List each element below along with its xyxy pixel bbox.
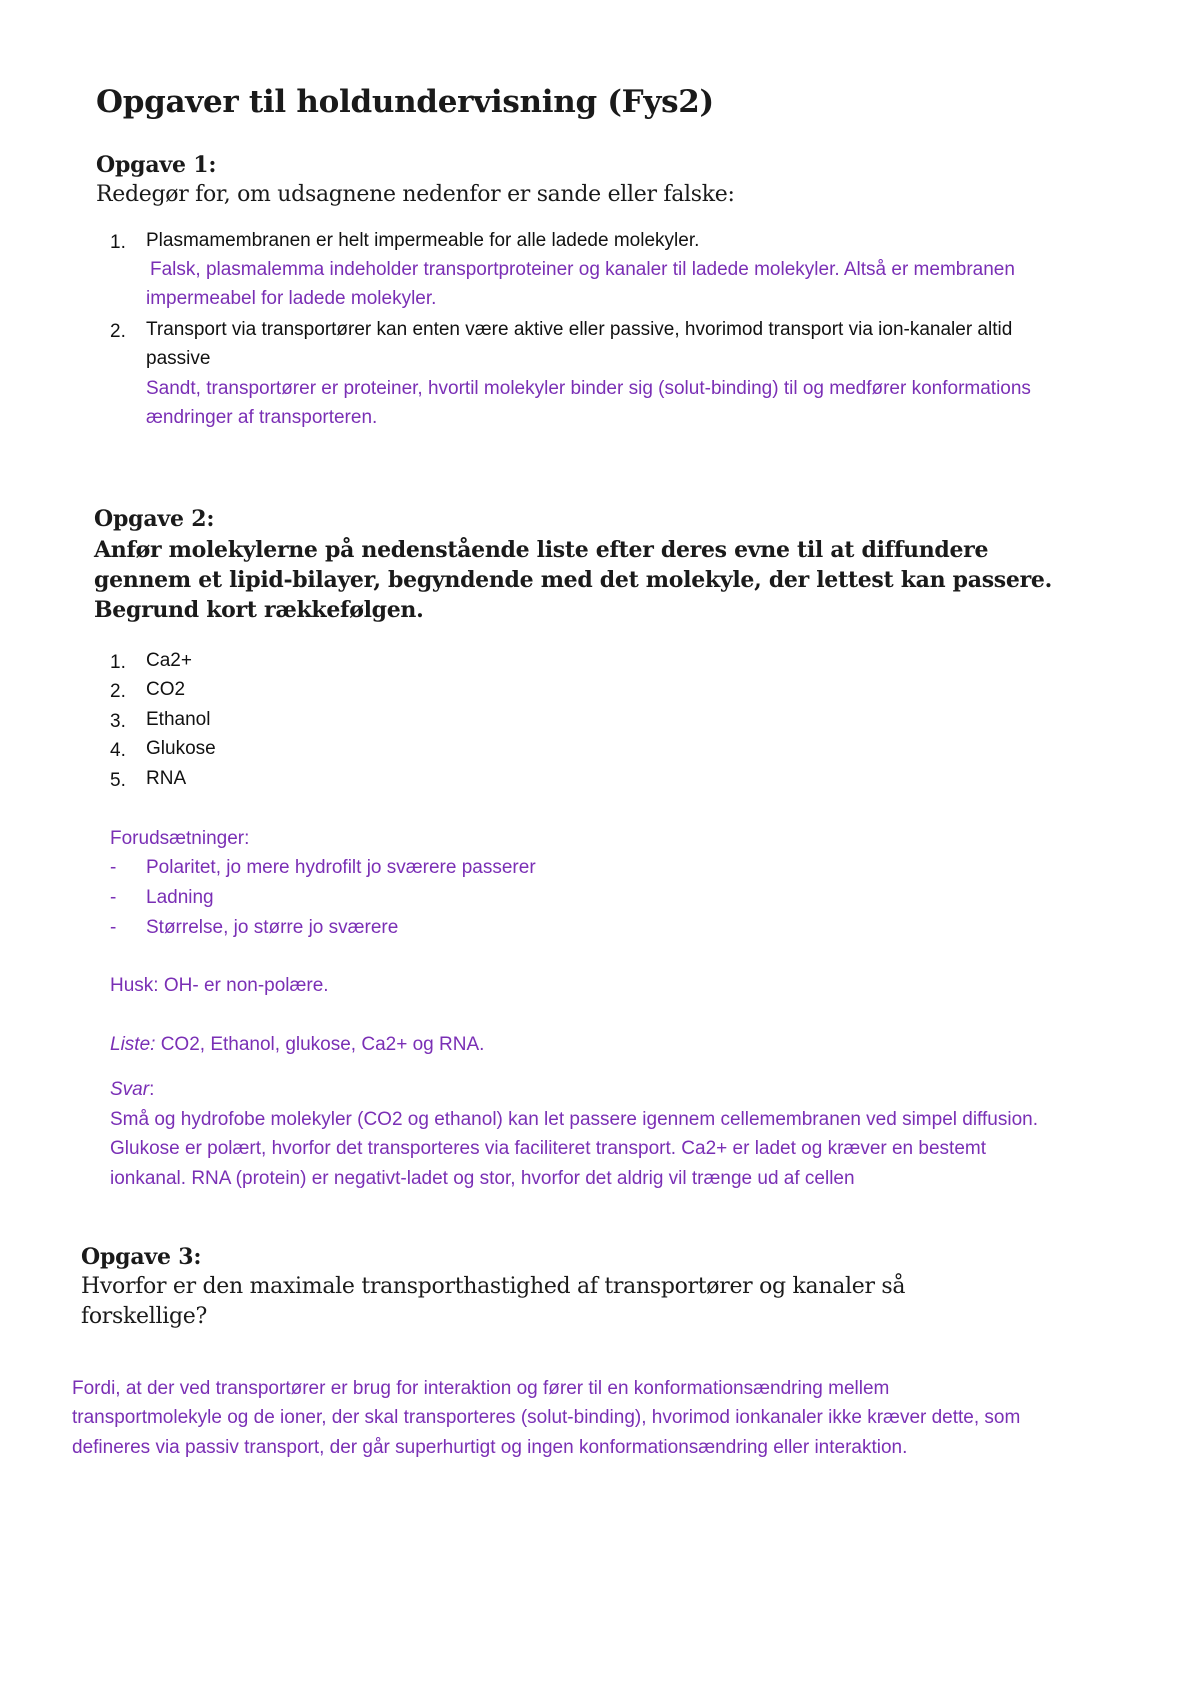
task2-question-line3: Begrund kort rækkefølgen. [94,597,424,623]
task2-list-number: 1. [110,652,126,673]
task3-question-line1: Hvorfor er den maximale transporthastighed af transportører og kanaler så [81,1274,906,1299]
task2-answer-label-colon: : [149,1079,155,1100]
task2-question-line2: gennem et lipid-bilayer, begyndende med det molekyle, der lettest kan passere. [94,567,1052,593]
task1-question: Redegør for, om udsagnene nedenfor er sande eller falske: [96,182,735,207]
task2-answer-line3: ionkanal. RNA (protein) er negativt-ladet og stor, hvorfor det aldrig vil trænge ud af cellen [110,1168,855,1189]
task2-answer-label [110,1075,154,1104]
task2-question-line1: Anfør molekylerne på nedenstående liste efter deres evne til at diffundere [94,537,989,563]
task2-list-item: Ethanol [146,709,211,730]
task2-list-label: Liste: [110,1034,156,1055]
task3-heading: Opgave 3: [81,1244,202,1270]
task2-list-answer [110,1030,484,1059]
task2-list-item: Glukose [146,738,216,759]
task2-assumption-item: Ladning [146,887,214,908]
task3-answer-line2: transportmolekyle og de ioner, der skal transporteres (solut-binding), hvorimod ionkanaler ikke kræver dette, som [72,1407,1021,1428]
task2-assumption-item: Størrelse, jo større jo sværere [146,917,399,938]
task1-item2-answer-line1: Sandt, transportører er proteiner, hvortil molekyler binder sig (solut-binding) til og medfører konformations [146,378,1031,399]
task1-item1-answer-line2: impermeabel for ladede molekyler. [146,288,437,309]
task1-item1-statement: Plasmamembranen er helt impermeable for alle ladede molekyler. [146,230,700,251]
page-title: Opgaver til holdundervisning (Fys2) [96,84,714,120]
task2-note: Husk: OH- er non-polære. [110,975,329,996]
task2-list-answer-text: CO2, Ethanol, glukose, Ca2+ og RNA. [155,1034,485,1055]
task2-list-item: RNA [146,768,187,789]
task2-assumption-bullet: - [110,917,117,938]
task2-answer-line2: Glukose er polært, hvorfor det transporteres via faciliteret transport. Ca2+ er ladet og kræver en bestemt [110,1138,986,1159]
task3-answer-line3: defineres via passiv transport, der går superhurtigt og ingen konformationsændring eller interaktion. [72,1437,908,1458]
task1-item1-number: 1. [110,232,126,253]
task1-item1-answer-line1: Falsk, plasmalemma indeholder transportproteiner og kanaler til ladede molekyler. Altså er membranen [150,259,1015,280]
task1-item2-number: 2. [110,321,126,342]
task2-list-item: CO2 [146,679,186,700]
task2-heading: Opgave 2: [94,506,215,532]
task2-assumption-item: Polaritet, jo mere hydrofilt jo sværere passerer [146,857,536,878]
task2-answer-line1: Små og hydrofobe molekyler (CO2 og ethanol) kan let passere igennem cellemembranen ved simpel diffusion. [110,1109,1038,1130]
task2-list-item: Ca2+ [146,650,192,671]
task2-list-number: 4. [110,740,126,761]
task1-item2-statement-line2: passive [146,348,211,369]
task1-item2-statement-line1: Transport via transportører kan enten være aktive eller passive, hvorimod transport via ion-kanaler altid [146,319,1013,340]
task2-assumption-bullet: - [110,887,117,908]
task2-list-number: 2. [110,681,126,702]
task2-assumption-bullet: - [110,857,117,878]
task2-assumptions-label: Forudsætninger: [110,828,250,849]
task1-heading: Opgave 1: [96,152,217,178]
task2-answer-label-text: Svar [110,1079,150,1100]
task3-question-line2: forskellige? [81,1304,207,1329]
task2-list-number: 5. [110,770,126,791]
task1-item2-answer-line2: ændringer af transporteren. [146,407,378,428]
task3-answer-line1: Fordi, at der ved transportører er brug for interaktion og fører til en konformationsændring mellem [72,1378,890,1399]
task2-list-number: 3. [110,711,126,732]
